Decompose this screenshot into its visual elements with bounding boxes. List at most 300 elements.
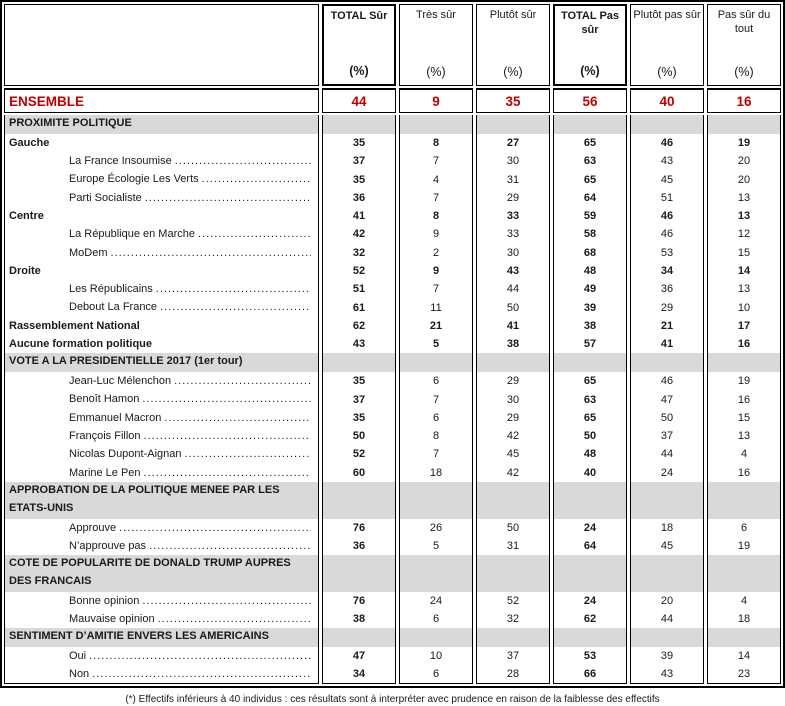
value-cell: 66 (553, 665, 627, 683)
column-header-label: Plutôt sûr (489, 9, 537, 21)
section-label: APPROBATION DE LA POLITIQUE MENEE PAR LES ETATS-UNIS (4, 482, 319, 519)
value-cell: 11 (399, 298, 473, 316)
value-cell: 33 (476, 207, 550, 225)
value-cell: 51 (322, 280, 396, 298)
row-label (4, 537, 319, 555)
value-cell: 18 (399, 464, 473, 482)
dot-leader (149, 537, 311, 555)
column-header-label: Très sûr (416, 9, 456, 21)
value-cell: 31 (476, 170, 550, 188)
dot-leader (202, 170, 311, 188)
item-row (4, 537, 781, 555)
value-cell: 35 (476, 88, 550, 113)
column-header (707, 4, 781, 86)
value-cell: 5 (399, 537, 473, 555)
section-fill-cell (553, 555, 627, 592)
section-row (4, 555, 781, 592)
value-cell: 62 (322, 317, 396, 335)
row-label (4, 170, 319, 188)
value-cell: 6 (399, 409, 473, 427)
row-label-text: Debout La France (69, 301, 158, 314)
row-label-text: Gauche (9, 136, 50, 149)
row-label (4, 427, 319, 445)
row-label-text: Jean-Luc Mélenchon (69, 375, 172, 388)
value-cell: 38 (553, 317, 627, 335)
value-cell: 46 (630, 225, 704, 243)
value-cell: 19 (707, 134, 781, 152)
value-cell: 47 (630, 390, 704, 408)
value-cell: 37 (322, 390, 396, 408)
value-cell: 6 (399, 372, 473, 390)
value-cell: 12 (707, 225, 781, 243)
section-fill-cell (630, 482, 704, 519)
row-label-text: Droite (9, 264, 41, 277)
ensemble-row (4, 88, 781, 113)
value-cell: 23 (707, 665, 781, 683)
value-cell: 32 (322, 244, 396, 262)
value-cell: 16 (707, 88, 781, 113)
value-cell: 6 (399, 610, 473, 628)
corner-cell (4, 4, 319, 86)
dot-leader (142, 390, 311, 408)
value-cell: 15 (707, 409, 781, 427)
value-cell: 45 (630, 170, 704, 188)
value-cell: 34 (630, 262, 704, 280)
value-cell: 61 (322, 298, 396, 316)
value-cell: 14 (707, 647, 781, 665)
value-cell: 31 (476, 537, 550, 555)
dot-leader (164, 409, 311, 427)
column-header-label: Pas sûr du tout (717, 9, 771, 36)
row-label (4, 610, 319, 628)
value-cell: 9 (399, 88, 473, 113)
item-row (4, 298, 781, 316)
section-label: PROXIMITE POLITIQUE (4, 115, 319, 134)
section-fill-cell (707, 353, 781, 372)
value-cell: 38 (322, 610, 396, 628)
unit-label: (%) (426, 64, 446, 79)
row-label-text: Benoît Hamon (69, 393, 140, 406)
value-cell: 32 (476, 610, 550, 628)
dot-leader (174, 372, 311, 390)
value-cell: 76 (322, 519, 396, 537)
item-row (4, 464, 781, 482)
value-cell: 65 (553, 170, 627, 188)
column-header (322, 4, 396, 86)
item-row (4, 390, 781, 408)
value-cell: 16 (707, 464, 781, 482)
value-cell: 21 (399, 317, 473, 335)
dot-leader (89, 647, 311, 665)
value-cell: 43 (476, 262, 550, 280)
group-row (4, 134, 781, 152)
value-cell: 41 (476, 317, 550, 335)
row-label (4, 390, 319, 408)
value-cell: 29 (630, 298, 704, 316)
value-cell: 29 (476, 189, 550, 207)
section-fill-cell (707, 115, 781, 134)
section-fill-cell (322, 353, 396, 372)
value-cell: 30 (476, 244, 550, 262)
row-label-text: Les Républicains (69, 283, 153, 296)
item-row (4, 610, 781, 628)
value-cell: 39 (630, 647, 704, 665)
value-cell: 52 (322, 262, 396, 280)
value-cell: 26 (399, 519, 473, 537)
item-row (4, 152, 781, 170)
value-cell: 36 (630, 280, 704, 298)
unit-label: (%) (580, 63, 600, 78)
value-cell: 44 (322, 88, 396, 113)
section-label: VOTE A LA PRESIDENTIELLE 2017 (1er tour) (4, 353, 319, 372)
value-cell: 53 (630, 244, 704, 262)
value-cell: 40 (553, 464, 627, 482)
value-cell: 44 (476, 280, 550, 298)
value-cell: 58 (553, 225, 627, 243)
value-cell: 10 (399, 647, 473, 665)
item-row (4, 170, 781, 188)
item-row (4, 427, 781, 445)
unit-label: (%) (503, 64, 523, 79)
row-label (4, 207, 319, 225)
row-label-text: Europe Écologie Les Verts (69, 173, 199, 186)
value-cell: 28 (476, 665, 550, 683)
value-cell: 50 (476, 298, 550, 316)
value-cell: 7 (399, 390, 473, 408)
value-cell: 50 (553, 427, 627, 445)
dot-leader (160, 298, 311, 316)
row-label-text: Oui (69, 650, 87, 663)
value-cell: 46 (630, 207, 704, 225)
section-fill-cell (476, 353, 550, 372)
value-cell: 36 (322, 537, 396, 555)
section-fill-cell (322, 555, 396, 592)
value-cell: 64 (553, 537, 627, 555)
section-fill-cell (630, 555, 704, 592)
value-cell: 5 (399, 335, 473, 353)
row-label-text: Mauvaise opinion (69, 613, 155, 626)
section-fill-cell (630, 628, 704, 647)
row-label (4, 280, 319, 298)
value-cell: 46 (630, 372, 704, 390)
value-cell: 16 (707, 335, 781, 353)
section-fill-cell (553, 628, 627, 647)
row-label: ENSEMBLE (4, 88, 319, 113)
value-cell: 56 (553, 88, 627, 113)
dot-leader (158, 610, 311, 628)
value-cell: 18 (707, 610, 781, 628)
value-cell: 33 (476, 225, 550, 243)
section-fill-cell (630, 115, 704, 134)
value-cell: 20 (707, 152, 781, 170)
value-cell: 63 (553, 152, 627, 170)
value-cell: 16 (707, 390, 781, 408)
section-fill-cell (553, 115, 627, 134)
value-cell: 30 (476, 390, 550, 408)
value-cell: 6 (399, 665, 473, 683)
unit-label: (%) (657, 64, 677, 79)
column-header (553, 4, 627, 86)
footnote: (*) Effectifs inférieurs à 40 individus : ces résultats sont à interpréter avec prudence en raison de la faiblesse des effectifs (125, 693, 660, 705)
value-cell: 38 (476, 335, 550, 353)
row-label (4, 665, 319, 683)
dot-leader (175, 152, 311, 170)
section-fill-cell (322, 482, 396, 519)
row-label (4, 592, 319, 610)
dot-leader (111, 244, 311, 262)
value-cell: 2 (399, 244, 473, 262)
section-fill-cell (399, 628, 473, 647)
row-label-text: Rassemblement National (9, 319, 140, 332)
row-label-text: Non (69, 668, 90, 681)
value-cell: 35 (322, 134, 396, 152)
row-label (4, 298, 319, 316)
item-row (4, 372, 781, 390)
value-cell: 40 (630, 88, 704, 113)
value-cell: 52 (476, 592, 550, 610)
item-row (4, 225, 781, 243)
value-cell: 18 (630, 519, 704, 537)
row-label (4, 262, 319, 280)
row-label (4, 152, 319, 170)
dot-leader (119, 519, 311, 537)
row-label-text: Parti Socialiste (69, 191, 142, 204)
section-fill-cell (322, 628, 396, 647)
row-label-text: Bonne opinion (69, 594, 140, 607)
section-fill-cell (476, 555, 550, 592)
item-row (4, 647, 781, 665)
group-row (4, 207, 781, 225)
value-cell: 45 (630, 537, 704, 555)
section-row (4, 353, 781, 372)
value-cell: 36 (322, 189, 396, 207)
value-cell: 15 (707, 244, 781, 262)
group-row (4, 317, 781, 335)
value-cell: 39 (553, 298, 627, 316)
row-label (4, 372, 319, 390)
row-label (4, 244, 319, 262)
row-label-text: La France Insoumise (69, 155, 172, 168)
value-cell: 9 (399, 262, 473, 280)
value-cell: 43 (630, 152, 704, 170)
value-cell: 68 (553, 244, 627, 262)
value-cell: 13 (707, 189, 781, 207)
section-row (4, 628, 781, 647)
row-label (4, 647, 319, 665)
value-cell: 8 (399, 134, 473, 152)
section-fill-cell (553, 353, 627, 372)
value-cell: 76 (322, 592, 396, 610)
value-cell: 8 (399, 207, 473, 225)
row-label (4, 409, 319, 427)
row-label (4, 189, 319, 207)
value-cell: 53 (553, 647, 627, 665)
value-cell: 45 (476, 445, 550, 463)
column-header-label: TOTAL Pas sûr (560, 10, 620, 37)
value-cell: 19 (707, 372, 781, 390)
section-fill-cell (630, 353, 704, 372)
row-label-text: Emmanuel Macron (69, 411, 162, 424)
section-fill-cell (399, 353, 473, 372)
item-row (4, 592, 781, 610)
column-header (399, 4, 473, 86)
value-cell: 37 (630, 427, 704, 445)
value-cell: 7 (399, 189, 473, 207)
row-label (4, 335, 319, 353)
value-cell: 30 (476, 152, 550, 170)
row-label (4, 317, 319, 335)
value-cell: 63 (553, 390, 627, 408)
value-cell: 17 (707, 317, 781, 335)
value-cell: 7 (399, 445, 473, 463)
value-cell: 44 (630, 445, 704, 463)
value-cell: 24 (399, 592, 473, 610)
value-cell: 64 (553, 189, 627, 207)
value-cell: 42 (322, 225, 396, 243)
value-cell: 24 (553, 592, 627, 610)
row-label (4, 225, 319, 243)
value-cell: 41 (630, 335, 704, 353)
row-label-text: Centre (9, 209, 44, 222)
value-cell: 46 (630, 134, 704, 152)
value-cell: 20 (707, 170, 781, 188)
unit-label: (%) (349, 63, 369, 78)
row-label-text: N’approuve pas (69, 539, 147, 552)
value-cell: 9 (399, 225, 473, 243)
value-cell: 21 (630, 317, 704, 335)
value-cell: 4 (707, 445, 781, 463)
column-header-label: Plutôt pas sûr (633, 9, 701, 21)
value-cell: 6 (707, 519, 781, 537)
item-row (4, 244, 781, 262)
value-cell: 43 (630, 665, 704, 683)
value-cell: 4 (399, 170, 473, 188)
item-row (4, 445, 781, 463)
value-cell: 24 (553, 519, 627, 537)
dot-leader (144, 427, 311, 445)
section-fill-cell (707, 555, 781, 592)
value-cell: 44 (630, 610, 704, 628)
value-cell: 48 (553, 445, 627, 463)
value-cell: 20 (630, 592, 704, 610)
section-row (4, 115, 781, 134)
value-cell: 42 (476, 427, 550, 445)
section-fill-cell (399, 482, 473, 519)
value-cell: 13 (707, 280, 781, 298)
dot-leader (198, 225, 311, 243)
value-cell: 65 (553, 409, 627, 427)
value-cell: 13 (707, 427, 781, 445)
section-fill-cell (553, 482, 627, 519)
value-cell: 57 (553, 335, 627, 353)
section-fill-cell (707, 482, 781, 519)
value-cell: 13 (707, 207, 781, 225)
value-cell: 52 (322, 445, 396, 463)
section-fill-cell (476, 115, 550, 134)
value-cell: 48 (553, 262, 627, 280)
value-cell: 37 (322, 152, 396, 170)
section-fill-cell (399, 555, 473, 592)
row-label (4, 134, 319, 152)
row-label-text: La République en Marche (69, 228, 195, 241)
item-row (4, 409, 781, 427)
value-cell: 8 (399, 427, 473, 445)
row-label-text: Nicolas Dupont-Aignan (69, 448, 182, 461)
value-cell: 7 (399, 280, 473, 298)
value-cell: 27 (476, 134, 550, 152)
value-cell: 47 (322, 647, 396, 665)
dot-leader (144, 464, 311, 482)
row-label (4, 464, 319, 482)
value-cell: 35 (322, 372, 396, 390)
row-label-text: MoDem (69, 246, 108, 259)
unit-label: (%) (734, 64, 754, 79)
value-cell: 35 (322, 170, 396, 188)
section-label: SENTIMENT D’AMITIE ENVERS LES AMERICAINS (4, 628, 319, 647)
column-header (476, 4, 550, 86)
value-cell: 65 (553, 372, 627, 390)
value-cell: 37 (476, 647, 550, 665)
value-cell: 42 (476, 464, 550, 482)
section-fill-cell (476, 628, 550, 647)
group-row (4, 262, 781, 280)
value-cell: 14 (707, 262, 781, 280)
value-cell: 49 (553, 280, 627, 298)
section-fill-cell (476, 482, 550, 519)
dot-leader (142, 592, 311, 610)
value-cell: 50 (630, 409, 704, 427)
value-cell: 62 (553, 610, 627, 628)
row-label-text: Aucune formation politique (9, 338, 152, 351)
dot-leader (92, 665, 311, 683)
column-header (630, 4, 704, 86)
value-cell: 50 (476, 519, 550, 537)
value-cell: 50 (322, 427, 396, 445)
row-label (4, 519, 319, 537)
row-label-text: François Fillon (69, 430, 141, 443)
section-fill-cell (399, 115, 473, 134)
value-cell: 7 (399, 152, 473, 170)
value-cell: 60 (322, 464, 396, 482)
value-cell: 65 (553, 134, 627, 152)
section-fill-cell (707, 628, 781, 647)
value-cell: 35 (322, 409, 396, 427)
section-label: COTE DE POPULARITE DE DONALD TRUMP AUPRES DES FRANCAIS (4, 555, 319, 592)
value-cell: 29 (476, 409, 550, 427)
value-cell: 34 (322, 665, 396, 683)
value-cell: 29 (476, 372, 550, 390)
value-cell: 41 (322, 207, 396, 225)
row-label-text: Marine Le Pen (69, 466, 141, 479)
dot-leader (156, 280, 311, 298)
value-cell: 19 (707, 537, 781, 555)
header-row (4, 4, 781, 86)
value-cell: 59 (553, 207, 627, 225)
value-cell: 43 (322, 335, 396, 353)
section-row (4, 482, 781, 519)
item-row (4, 189, 781, 207)
item-row (4, 519, 781, 537)
group-row (4, 335, 781, 353)
dot-leader (145, 189, 311, 207)
item-row (4, 665, 781, 683)
section-fill-cell (322, 115, 396, 134)
row-label (4, 445, 319, 463)
value-cell: 51 (630, 189, 704, 207)
value-cell: 10 (707, 298, 781, 316)
column-header-label: TOTAL Sûr (330, 10, 388, 22)
value-cell: 24 (630, 464, 704, 482)
